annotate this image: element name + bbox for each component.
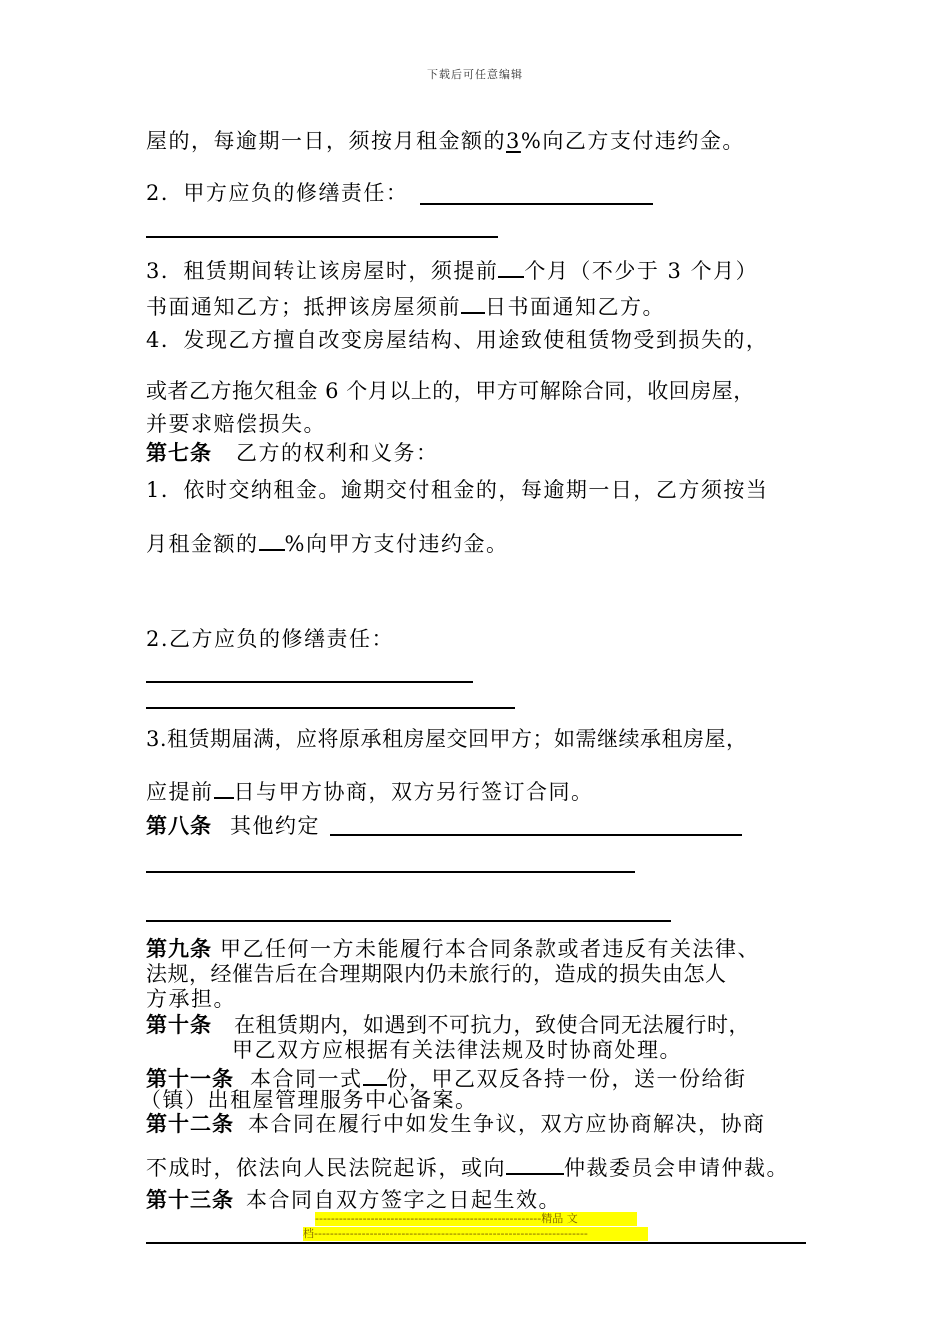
paragraph-line [146,726,748,752]
paragraph-line [146,254,758,284]
text: 甲乙双方应根据有关法律法规及时协商处理。 [232,1038,682,1062]
paragraph-line [146,626,394,652]
article-12-line [146,1111,766,1137]
article-title: 第十三条 [146,1187,234,1212]
article-title: 第十一条 [146,1066,234,1091]
paragraph-line [140,1087,478,1113]
article-10-line [146,1012,750,1038]
paragraph-line [146,180,408,206]
fill-in-blank [214,775,234,799]
article-title: 第十条 [146,1012,212,1037]
text: 2．甲方应负的修缮责任： [146,181,409,205]
paragraph-line [146,527,508,557]
text: 个月（不少于 3 个月） [524,259,759,283]
footer-rule [146,1242,806,1244]
text: 本合同一式 [250,1067,363,1091]
fill-in-blank [146,236,498,238]
article-8-heading [146,813,320,839]
text: 3.租赁期届满，应将原承租房屋交回甲方；如需继续承租房屋， [146,727,748,751]
fill-in-blank [259,527,285,551]
text: 日书面通知乙方。 [485,295,665,319]
fill-in-blank [146,707,515,709]
fill-in-blank [146,920,671,922]
paragraph-line [232,1037,682,1063]
text: 方承担。 [146,987,236,1011]
text: 并要求赔偿损失。 [146,412,326,436]
fill-in-blank [506,1151,564,1175]
text: 本合同自双方签字之日起生效。 [246,1188,561,1212]
fill-in-blank [420,203,653,205]
penalty-percent: 3 [506,129,521,153]
article-title: 第八条 [146,813,212,838]
text: 应提前 [146,780,214,804]
text: 在租赁期内，如遇到不可抗力，致使合同无法履行时， [234,1013,750,1037]
article-title: 第七条 [146,440,212,465]
paragraph-line [146,961,727,987]
text: 2.乙方应负的修缮责任： [146,627,395,651]
page-header: 下载后可任意编辑 [427,68,523,81]
fill-in-blank [498,254,524,278]
text: 乙方的权利和义务： [236,441,439,465]
article-13-line [146,1187,561,1213]
paragraph-line [146,411,326,437]
paragraph-line [146,775,594,805]
text: 其他约定 [230,814,320,838]
text: 不成时，依法向人民法院起诉，或向 [146,1156,506,1180]
text: 仲裁委员会申请仲裁。 [564,1156,789,1180]
text: %向乙方支付违约金。 [520,129,745,153]
text: %向甲方支付违约金。 [284,532,509,556]
text: 或者乙方拖欠租金 6 个月以上的，甲方可解除合同，收回房屋， [146,379,755,403]
article-7-heading [146,440,439,466]
text: （镇）出租屋管理服务中心备案。 [140,1088,478,1112]
fill-in-blank [461,290,485,314]
text: 日与甲方协商，双方另行签订合同。 [233,780,594,804]
fill-in-blank [146,871,635,873]
text: 法规，经催告后在合理期限内仍未旅行的，造成的损失由怎人 [146,962,727,986]
text: 屋的，每逾期一日，须按月租金额的 [146,129,506,153]
text: 书面通知乙方；抵押该房屋须前 [146,295,461,319]
article-title: 第九条 [146,936,212,961]
article-title: 第十二条 [146,1111,234,1136]
article-9-line [146,936,760,962]
text: 甲乙任何一方未能履行本合同条款或者违反有关法律、 [220,937,760,961]
paragraph-line [146,128,745,154]
fill-in-blank [330,834,742,836]
fill-in-blank [363,1062,387,1086]
text: 1．依时交纳租金。逾期交付租金的，每逾期一日，乙方须按当 [146,478,769,502]
paragraph-line [146,986,236,1012]
paragraph-line [146,327,768,353]
text: 本合同在履行中如发生争议，双方应协商解决，协商 [248,1112,766,1136]
paragraph-line [146,290,665,320]
text: 份，甲乙双反各持一份，送一份给街 [386,1067,747,1091]
fill-in-blank [146,681,473,683]
text: 3．租赁期间转让该房屋时，须提前 [146,259,499,283]
footer-watermark-line-2: 档--------------------------------------------------------------------- [303,1227,648,1241]
footer-watermark-line-1: ---------------------------------------------------------精品 文 [315,1212,637,1226]
paragraph-line [146,378,755,404]
text: 月租金额的 [146,532,259,556]
text: 4．发现乙方擅自改变房屋结构、用途致使租赁物受到损失的， [146,328,769,352]
paragraph-line [146,477,768,503]
paragraph-line [146,1151,789,1181]
